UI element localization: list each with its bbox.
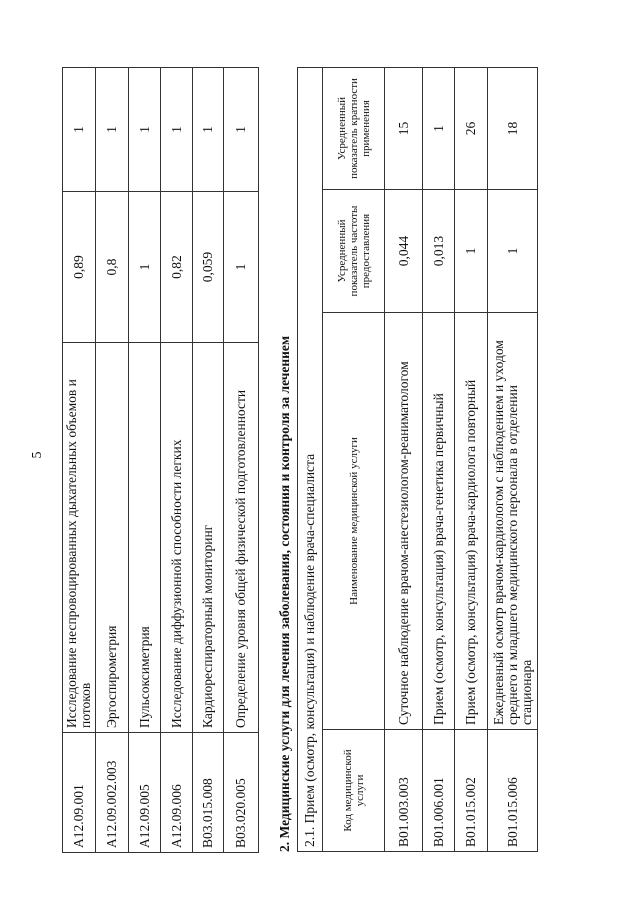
cell-name: Пульсоксиметрия: [129, 343, 161, 733]
subsection-caption: 2.1. Прием (осмотр, консультация) и наблюдение врача-специалиста: [298, 67, 323, 851]
cell-name: Прием (осмотр, консультация) врача-кардиолога повторный: [455, 313, 488, 730]
cell-name: Эргоспирометрия: [96, 343, 129, 733]
cell-multiplicity: 1: [63, 68, 96, 192]
cell-multiplicity: 1: [161, 68, 193, 192]
table-row: [488, 67, 538, 851]
cell-name: Кардиореспираторный мониторинг: [193, 343, 224, 733]
cell-name: Прием (осмотр, консультация) врача-генетика первичный: [423, 313, 455, 730]
cell-code: B01.015.002: [455, 730, 488, 852]
cell-code: B01.015.006: [488, 730, 538, 852]
cell-name: Ежедневный осмотр врачом-кардиологом с наблюдением и уходом среднего и младшего медицинского персонала в отделении стационара: [488, 313, 538, 730]
cell-frequency: 0,82: [161, 192, 193, 343]
header-name: Наименование медицинской услуги: [323, 313, 385, 730]
cell-multiplicity: 15: [385, 67, 423, 189]
cell-code: A12.09.006: [161, 733, 193, 853]
cell-name: Исследование диффузионной способности легких: [161, 343, 193, 733]
cell-code: A12.09.002.003: [96, 733, 129, 853]
cell-code: B03.015.008: [193, 733, 224, 853]
page-number: 5: [30, 451, 45, 459]
cell-frequency: 1: [224, 192, 259, 343]
cell-multiplicity: 1: [224, 68, 259, 192]
cell-frequency: 1: [455, 190, 488, 313]
cell-multiplicity: 1: [423, 67, 455, 189]
cell-frequency: 0,059: [193, 192, 224, 343]
cell-code: B01.003.003: [385, 730, 423, 852]
header-frequency: Усредненный показатель частоты предоставления: [323, 190, 385, 313]
cell-multiplicity: 18: [488, 67, 538, 189]
header-multiplicity: Усредненный показатель кратности применения: [323, 67, 385, 189]
table-row: [96, 68, 129, 853]
table-row: [224, 68, 259, 853]
cell-multiplicity: 1: [129, 68, 161, 192]
cell-code: B01.006.001: [423, 730, 455, 852]
table-row: [63, 68, 96, 853]
table-row: [385, 67, 423, 851]
cell-frequency: 0,013: [423, 190, 455, 313]
cell-frequency: 0,8: [96, 192, 129, 343]
cell-name: Суточное наблюдение врачом-анестезиологом-реаниматологом: [385, 313, 423, 730]
cell-name: Исследование неспровоцированных дыхательных объемов и потоков: [63, 343, 96, 733]
cell-multiplicity: 1: [96, 68, 129, 192]
header-row: [323, 67, 385, 851]
cell-frequency: 1: [129, 192, 161, 343]
table-row: [423, 67, 455, 851]
cell-multiplicity: 1: [193, 68, 224, 192]
table-row: [455, 67, 488, 851]
header-code: Код медицинской услуги: [323, 730, 385, 852]
cell-code: A12.09.005: [129, 733, 161, 853]
cell-code: A12.09.001: [63, 733, 96, 853]
cell-frequency: 0,044: [385, 190, 423, 313]
cell-multiplicity: 26: [455, 67, 488, 189]
table-row: [193, 68, 224, 853]
cell-frequency: 1: [488, 190, 538, 313]
specialist-services-table: [297, 67, 538, 852]
subsection-caption-row: [298, 67, 323, 851]
cell-frequency: 0,89: [63, 192, 96, 343]
cell-name: Определение уровня общей физической подготовленности: [224, 343, 259, 733]
services-table-continued: [62, 67, 259, 853]
table-row: [161, 68, 193, 853]
cell-code: B03.020.005: [224, 733, 259, 853]
table-row: [129, 68, 161, 853]
section-title: 2. Медицинские услуги для лечения заболевания, состояния и контроля за лечением: [277, 335, 292, 852]
